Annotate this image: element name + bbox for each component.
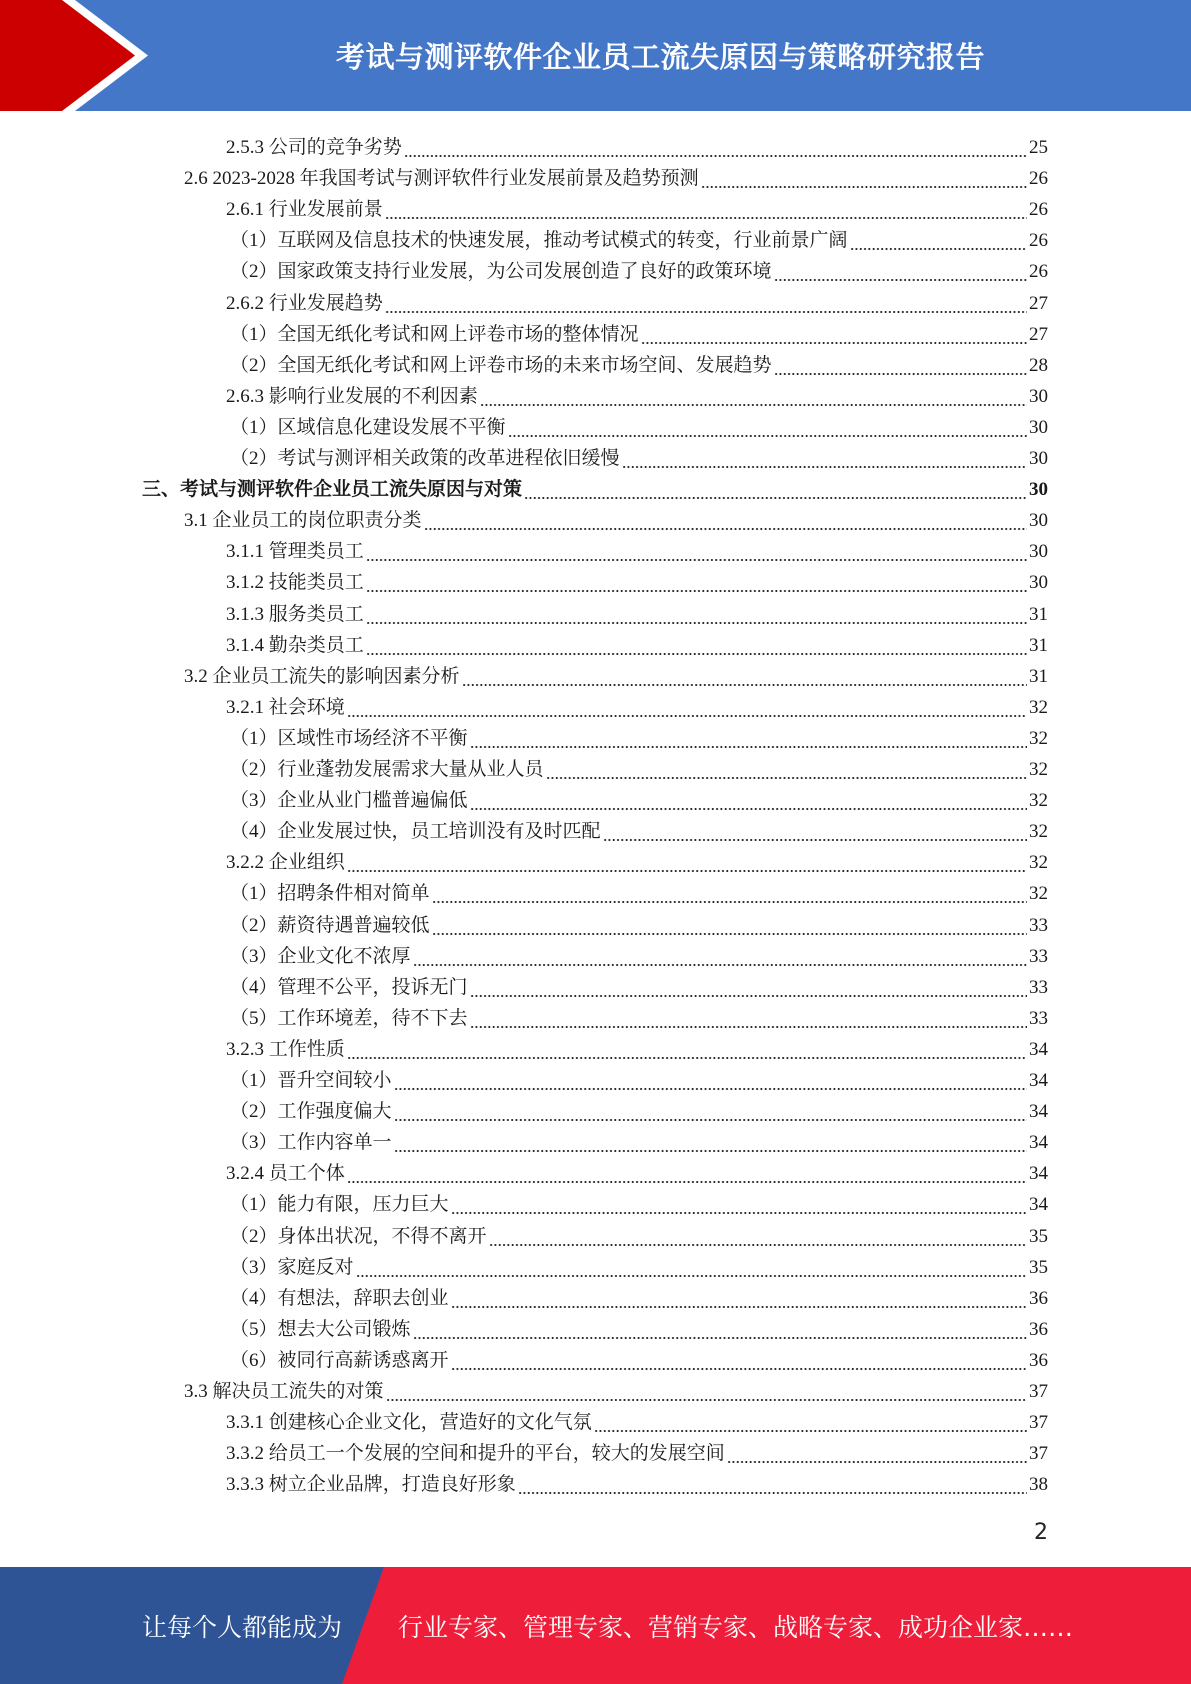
- toc-entry-label: （3）工作内容单一: [230, 1132, 392, 1154]
- toc-entry-page: 38: [1029, 1474, 1048, 1496]
- toc-entry[interactable]: [226, 1403, 1048, 1434]
- toc-entry-page: 30: [1029, 448, 1048, 469]
- toc-entry-label: 3.2.3 工作性质: [226, 1038, 345, 1060]
- toc-entry-page: 26: [1029, 230, 1048, 252]
- toc-dot-leader: [451, 1194, 1027, 1216]
- toc-entry-label: （2）国家政策支持行业发展，为公司发展创造了良好的政策环境: [230, 261, 772, 283]
- toc-entry-page: 34: [1029, 1194, 1048, 1216]
- toc-entry[interactable]: [226, 688, 1048, 719]
- toc-entry-page: 34: [1029, 1163, 1048, 1185]
- toc-entry-page: 33: [1029, 914, 1048, 936]
- toc-entry[interactable]: [230, 874, 1048, 905]
- toc-entry[interactable]: [226, 532, 1048, 563]
- toc-entry-label: 三、考试与测评软件企业员工流失原因与对策: [142, 479, 523, 501]
- toc-entry[interactable]: [230, 1061, 1048, 1092]
- toc-entry-label: （1）晋升空间较小: [230, 1070, 392, 1091]
- toc-entry-label: 3.1.1 管理类员工: [226, 541, 364, 563]
- toc-entry[interactable]: [230, 1248, 1048, 1279]
- toc-entry-label: 2.6.3 影响行业发展的不利因素: [226, 385, 478, 407]
- toc-entry-label: 3.1 企业员工的岗位职责分类: [184, 510, 422, 532]
- toc-dot-leader: [356, 1257, 1027, 1279]
- toc-entry-label: （3）家庭反对: [230, 1256, 354, 1278]
- report-title: 考试与测评软件企业员工流失原因与策略研究报告: [335, 40, 985, 74]
- toc-dot-leader: [727, 1443, 1027, 1465]
- toc-entry[interactable]: [226, 626, 1048, 657]
- toc-entry-label: （1）互联网及信息技术的快速发展，推动考试模式的转变，行业前景广阔: [230, 230, 848, 252]
- toc-entry-label: （3）企业从业门槛普遍偏低: [230, 790, 468, 812]
- toc-entry-page: 26: [1029, 168, 1048, 190]
- toc-entry-page: 32: [1029, 696, 1048, 718]
- toc-dot-leader: [462, 666, 1027, 688]
- toc-entry-label: （5）想去大公司锻炼: [230, 1318, 411, 1340]
- toc-entry[interactable]: [230, 252, 1048, 283]
- toc-entry[interactable]: [226, 128, 1048, 159]
- toc-entry-page: 32: [1029, 790, 1048, 812]
- toc-entry-page: 35: [1029, 1256, 1048, 1278]
- toc-entry-page: 30: [1029, 416, 1048, 438]
- toc-dot-leader: [774, 261, 1027, 283]
- toc-entry-page: 36: [1029, 1287, 1048, 1309]
- toc-entry[interactable]: [226, 1465, 1048, 1496]
- toc-entry-label: 3.2.4 员工个体: [226, 1163, 345, 1185]
- toc-entry-page: 32: [1029, 821, 1048, 843]
- toc-entry-page: 37: [1029, 1412, 1048, 1434]
- toc-entry-page: 33: [1029, 1007, 1048, 1029]
- toc-dot-leader: [366, 604, 1027, 626]
- toc-dot-leader: [385, 293, 1027, 315]
- toc-entry-label: （4）管理不公平，投诉无门: [230, 976, 468, 998]
- toc-dot-leader: [432, 915, 1027, 937]
- toc-entry-page: 35: [1029, 1225, 1048, 1247]
- toc-entry[interactable]: [230, 346, 1048, 377]
- toc-entry-page: 27: [1029, 323, 1048, 345]
- toc-dot-leader: [413, 1319, 1027, 1341]
- toc-dot-leader: [451, 1288, 1027, 1310]
- toc-entry[interactable]: [184, 1372, 1048, 1403]
- toc-entry-page: 37: [1029, 1381, 1048, 1402]
- toc-entry[interactable]: [230, 1185, 1048, 1216]
- toc-entry-page: 32: [1029, 852, 1048, 874]
- toc-entry[interactable]: [230, 719, 1048, 750]
- toc-dot-leader: [394, 1132, 1027, 1154]
- toc-entry-label: （4）企业发展过快，员工培训没有及时匹配: [230, 821, 601, 843]
- toc-entry-page: 31: [1029, 603, 1048, 625]
- toc-dot-leader: [347, 1039, 1027, 1061]
- toc-entry[interactable]: [184, 159, 1048, 190]
- toc-dot-leader: [451, 1350, 1027, 1372]
- toc-dot-leader: [385, 199, 1027, 221]
- toc-entry-label: （3）企业文化不浓厚: [230, 945, 411, 967]
- toc-dot-leader: [424, 510, 1027, 532]
- page-number: 2: [1034, 1520, 1048, 1545]
- toc-entry-page: 32: [1029, 759, 1048, 780]
- toc-entry-label: 3.2 企业员工流失的影响因素分析: [184, 665, 460, 687]
- toc-entry-page: 36: [1029, 1318, 1048, 1340]
- toc-entry[interactable]: [230, 1341, 1048, 1372]
- toc-entry-label: 3.3.2 给员工一个发展的空间和提升的平台，较大的发展空间: [226, 1443, 725, 1465]
- toc-entry-label: （1）区域性市场经济不平衡: [230, 727, 468, 749]
- toc-entry[interactable]: [226, 563, 1048, 594]
- toc-entry-label: 3.1.2 技能类员工: [226, 572, 364, 594]
- toc-entry-page: 33: [1029, 945, 1048, 967]
- toc-entry-page: 34: [1029, 1070, 1048, 1091]
- toc-entry[interactable]: [230, 1217, 1048, 1248]
- toc-entry[interactable]: [230, 221, 1048, 252]
- toc-entry-label: 3.3.1 创建核心企业文化，营造好的文化气氛: [226, 1412, 592, 1434]
- toc-dot-leader: [470, 790, 1027, 812]
- toc-entry-page: 37: [1029, 1443, 1048, 1465]
- toc-entry-page: 33: [1029, 976, 1048, 998]
- toc-entry-label: 3.1.3 服务类员工: [226, 603, 364, 625]
- toc-entry-page: 31: [1029, 634, 1048, 656]
- toc-entry-label: （2）全国无纸化考试和网上评卷市场的未来市场空间、发展趋势: [230, 354, 772, 376]
- toc-entry-page: 30: [1029, 479, 1048, 501]
- toc-dot-leader: [394, 1070, 1027, 1092]
- toc-dot-leader: [394, 1101, 1027, 1123]
- toc-dot-leader: [347, 852, 1027, 874]
- toc-dot-leader: [546, 759, 1027, 781]
- toc-entry-page: 25: [1029, 137, 1048, 158]
- toc-entry-page: 28: [1029, 354, 1048, 376]
- toc-entry-label: （1）区域信息化建设发展不平衡: [230, 416, 506, 438]
- toc-entry-page: 32: [1029, 727, 1048, 749]
- toc-dot-leader: [366, 541, 1027, 563]
- toc-entry-page: 27: [1029, 292, 1048, 314]
- toc-entry[interactable]: [226, 595, 1048, 626]
- toc-dot-leader: [480, 386, 1027, 408]
- toc-entry[interactable]: [230, 1310, 1048, 1341]
- toc-entry-page: 26: [1029, 199, 1048, 221]
- toc-entry[interactable]: [226, 843, 1048, 874]
- toc-entry-label: 3.2.2 企业组织: [226, 852, 345, 874]
- toc-dot-leader: [701, 168, 1027, 190]
- toc-entry[interactable]: [142, 470, 1048, 501]
- toc-entry-page: 32: [1029, 883, 1048, 905]
- toc-entry-label: 2.6.1 行业发展前景: [226, 199, 383, 221]
- toc-dot-leader: [603, 821, 1027, 843]
- toc-entry-page: 34: [1029, 1038, 1048, 1060]
- toc-entry-label: （2）薪资待遇普遍较低: [230, 914, 430, 936]
- toc-entry[interactable]: [230, 1279, 1048, 1310]
- toc-entry[interactable]: [230, 906, 1048, 937]
- toc-dot-leader: [470, 977, 1027, 999]
- toc-dot-leader: [470, 1008, 1027, 1030]
- toc-entry[interactable]: [230, 1123, 1048, 1154]
- toc-entry-label: （2）工作强度偏大: [230, 1101, 392, 1123]
- toc-entry[interactable]: [230, 999, 1048, 1030]
- toc-dot-leader: [404, 137, 1027, 159]
- toc-entry[interactable]: [230, 439, 1048, 470]
- toc-entry[interactable]: [230, 937, 1048, 968]
- toc-entry-label: （6）被同行高薪诱惑离开: [230, 1349, 449, 1371]
- toc-entry-label: （1）全国无纸化考试和网上评卷市场的整体情况: [230, 323, 639, 345]
- toc-entry-page: 36: [1029, 1349, 1048, 1371]
- toc-entry[interactable]: [230, 812, 1048, 843]
- toc-entry-page: 34: [1029, 1132, 1048, 1154]
- toc-dot-leader: [470, 728, 1027, 750]
- toc-entry-page: 31: [1029, 665, 1048, 687]
- toc-entry[interactable]: [230, 750, 1048, 781]
- toc-entry-label: 3.2.1 社会环境: [226, 696, 345, 718]
- toc-dot-leader: [347, 697, 1027, 719]
- toc-entry-label: 2.5.3 公司的竞争劣势: [226, 137, 402, 158]
- toc-entry[interactable]: [230, 408, 1048, 439]
- toc-entry[interactable]: [226, 284, 1048, 315]
- toc-dot-leader: [774, 355, 1027, 377]
- toc-entry[interactable]: [230, 781, 1048, 812]
- toc-dot-leader: [347, 1163, 1027, 1185]
- toc-dot-leader: [850, 230, 1027, 252]
- toc-dot-leader: [413, 946, 1027, 968]
- toc-entry[interactable]: [230, 1092, 1048, 1123]
- toc-entry-page: 30: [1029, 510, 1048, 532]
- footer-slogan-left: 让每个人都能成为: [142, 1612, 343, 1642]
- toc-entry[interactable]: [230, 315, 1048, 346]
- toc-entry-page: 30: [1029, 541, 1048, 563]
- toc-entry-page: 34: [1029, 1101, 1048, 1123]
- toc-entry[interactable]: [184, 501, 1048, 532]
- toc-entry-label: 3.3 解决员工流失的对策: [184, 1381, 384, 1402]
- toc-entry-label: （5）工作环境差，待不下去: [230, 1007, 468, 1029]
- toc-dot-leader: [489, 1226, 1027, 1248]
- toc-entry-page: 30: [1029, 385, 1048, 407]
- footer-slogan-right: 行业专家、管理专家、营销专家、战略专家、成功企业家……: [398, 1612, 1074, 1642]
- toc-dot-leader: [594, 1412, 1027, 1434]
- page-footer: [0, 1567, 1191, 1684]
- toc-entry-page: 26: [1029, 261, 1048, 283]
- toc-entry[interactable]: [226, 1434, 1048, 1465]
- toc-dot-leader: [508, 417, 1027, 439]
- toc-entry[interactable]: [226, 377, 1048, 408]
- toc-entry[interactable]: [226, 1030, 1048, 1061]
- toc-dot-leader: [622, 448, 1027, 470]
- toc-entry[interactable]: [226, 1154, 1048, 1185]
- toc-entry-label: 3.3.3 树立企业品牌，打造良好形象: [226, 1474, 516, 1496]
- toc-entry-label: （2）行业蓬勃发展需求大量从业人员: [230, 759, 544, 780]
- page-header: [0, 0, 1191, 111]
- toc-dot-leader: [366, 635, 1027, 657]
- toc-entry-label: 2.6 2023-2028 年我国考试与测评软件行业发展前景及趋势预测: [184, 168, 699, 190]
- toc-dot-leader: [524, 479, 1027, 501]
- toc-entry-label: 3.1.4 勤杂类员工: [226, 634, 364, 656]
- toc-entry[interactable]: [184, 657, 1048, 688]
- toc-entry-label: （1）招聘条件相对简单: [230, 883, 430, 905]
- toc-entry[interactable]: [230, 968, 1048, 999]
- toc-dot-leader: [386, 1381, 1027, 1403]
- toc-dot-leader: [641, 324, 1027, 346]
- toc-entry-label: （2）考试与测评相关政策的改革进程依旧缓慢: [230, 448, 620, 469]
- toc-entry-page: 30: [1029, 572, 1048, 594]
- toc-entry-label: 2.6.2 行业发展趋势: [226, 292, 383, 314]
- toc-dot-leader: [432, 883, 1027, 905]
- toc-entry-label: （2）身体出状况，不得不离开: [230, 1225, 487, 1247]
- toc-dot-leader: [366, 572, 1027, 594]
- toc-dot-leader: [518, 1474, 1027, 1496]
- toc-entry-label: （1）能力有限，压力巨大: [230, 1194, 449, 1216]
- toc-entry[interactable]: [226, 190, 1048, 221]
- toc-entry-label: （4）有想法，辞职去创业: [230, 1287, 449, 1309]
